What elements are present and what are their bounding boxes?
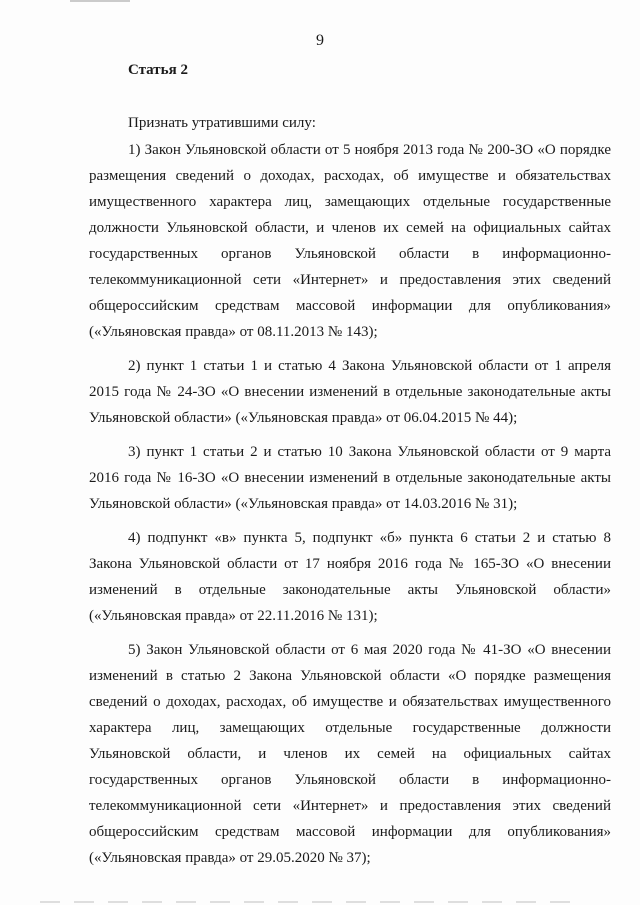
- intro-paragraph: Признать утратившими силу:: [128, 115, 316, 131]
- scan-artifact-top: [70, 0, 130, 2]
- list-item-1: 1) Закон Ульяновской области от 5 ноября 2013 года № 200-ЗО «О порядке размещения сведений о доходах, расходах, об имуществе и обязательствах имущественного характера лиц, замещающих отдельные государственные должности Ульяновской области, и членов их семей на официальных сайтах государственных органов Ульяновской области в информационно-телекоммуникационной сети «Интернет» и предоставления этих сведений общероссийским средствам массовой информации для опубликования» («Ульяновская правда» от 08.11.2013 № 143);: [89, 142, 611, 340]
- page-number: 9: [316, 32, 324, 49]
- document-body: [89, 110, 611, 879]
- list-item-4: 4) подпункт «в» пункта 5, подпункт «б» пункта 6 статьи 2 и статью 8 Закона Ульяновской области от 17 ноября 2016 года № 165-ЗО «О внесении изменений в отдельные законодательные акты Ульяновской области» («Ульяновская правда» от 22.11.2016 № 131);: [89, 530, 611, 624]
- article-heading: Статья 2: [128, 62, 188, 78]
- list-item-3: 3) пункт 1 статьи 2 и статью 10 Закона Ульяновской области от 9 марта 2016 года № 16-ЗО «О внесении изменений в отдельные законодательные акты Ульяновской области» («Ульяновская правда» от 14.03.2016 № 31);: [89, 444, 611, 512]
- list-item-5: 5) Закон Ульяновской области от 6 мая 2020 года № 41-ЗО «О внесении изменений в статью 2 Закона Ульяновской области «О порядке размещения сведений о доходах, расходах, об имуществе и обязательствах имущественного характера лиц, замещающих отдельные государственные должности Ульяновской области, и членов их семей на официальных сайтах государственных органов Ульяновской области в информационно-телекоммуникационной сети «Интернет» и предоставления этих сведений общероссийским средствам массовой информации для опубликования» («Ульяновская правда» от 29.05.2020 № 37);: [89, 642, 611, 866]
- list-item-2: 2) пункт 1 статьи 1 и статью 4 Закона Ульяновской области от 1 апреля 2015 года № 24-ЗО «О внесении изменений в отдельные законодательные акты Ульяновской области» («Ульяновская правда» от 06.04.2015 № 44);: [89, 358, 611, 426]
- scan-artifact-bottom: [40, 901, 580, 903]
